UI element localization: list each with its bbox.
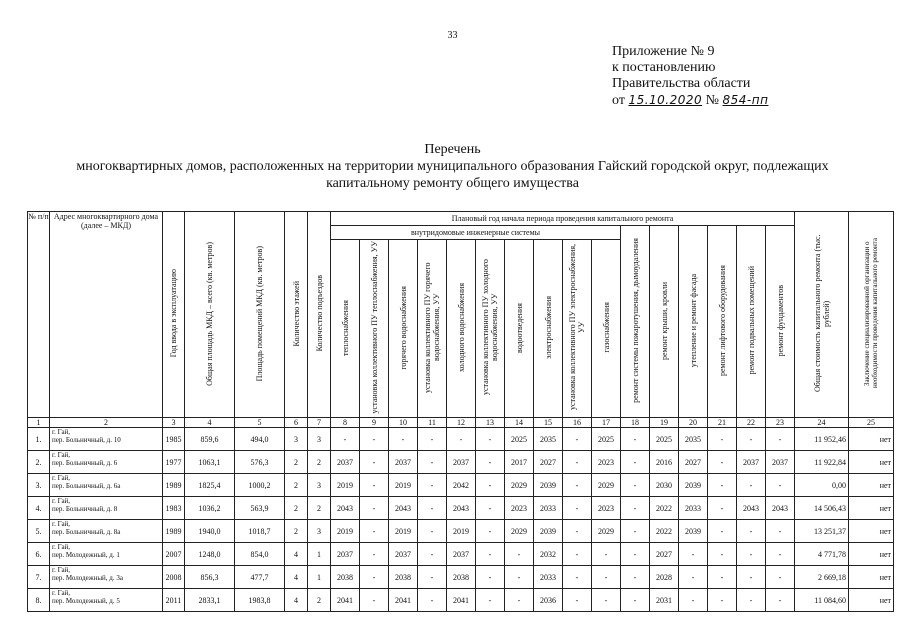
title-line2: многоквартирных домов, расположенных на территории муниципального образования Гайский городской округ, подлежащих	[76, 159, 829, 174]
row-work-year: -	[476, 520, 505, 543]
row-floors: 2	[285, 497, 308, 520]
row-address	[50, 520, 163, 543]
row-work-year: 2023	[592, 451, 621, 474]
header-year-built: Год ввода в эксплуатацию	[163, 212, 185, 418]
table-row	[28, 451, 894, 474]
column-number: 20	[679, 418, 708, 428]
row-work-year: -	[563, 566, 592, 589]
row-work-year: 2022	[650, 520, 679, 543]
row-work-year: -	[679, 543, 708, 566]
row-premises-area: 477,7	[235, 566, 285, 589]
row-cost: 14 506,43	[795, 497, 849, 520]
address-street: пер. Молодежный, д. 1	[52, 551, 120, 559]
row-work-year: -	[708, 566, 737, 589]
row-work-year: 2036	[534, 589, 563, 612]
header-entrances: Количество подъездов	[308, 212, 331, 418]
address-city: г. Гай,	[52, 497, 71, 505]
row-year-built: 1989	[163, 474, 185, 497]
row-number: 5.	[28, 520, 50, 543]
column-number: 21	[708, 418, 737, 428]
row-work-year: -	[563, 474, 592, 497]
header-work-gas: газоснабжения	[592, 240, 621, 418]
column-number: 7	[308, 418, 331, 428]
address-street: пер. Больничный, д. 6	[52, 459, 118, 467]
address-street: пер. Больничный, д. 6а	[52, 482, 121, 490]
table-row	[28, 520, 894, 543]
header-work-basement: ремонт подвальных помещений	[737, 226, 766, 418]
row-work-year: 2033	[534, 497, 563, 520]
address-city: г. Гай,	[52, 543, 71, 551]
row-work-year: -	[737, 566, 766, 589]
row-work-year: 2037	[389, 543, 418, 566]
row-year-built: 1983	[163, 497, 185, 520]
row-work-year: -	[505, 543, 534, 566]
column-number: 10	[389, 418, 418, 428]
row-entrances: 3	[308, 520, 331, 543]
row-work-year: -	[360, 428, 389, 451]
header-work-sewerage: водоотведения	[505, 240, 534, 418]
row-work-year: 2037	[389, 451, 418, 474]
header-work-cold-water: холодного водоснабжения	[447, 240, 476, 418]
row-work-year: 2037	[331, 543, 360, 566]
row-year-built: 2008	[163, 566, 185, 589]
table-row	[28, 566, 894, 589]
row-work-year: -	[563, 428, 592, 451]
column-number: 9	[360, 418, 389, 428]
row-cost: 11 922,84	[795, 451, 849, 474]
row-work-year: 2019	[331, 520, 360, 543]
header-work-cold-water-meter: установка коллективного ПУ холодного водоснабжения, УУ	[476, 240, 505, 418]
column-number: 25	[849, 418, 894, 428]
column-number: 19	[650, 418, 679, 428]
row-work-year: 2023	[592, 497, 621, 520]
header-cost: Общая стоимость капитального ремонта (тыс. рублей)	[795, 212, 849, 418]
row-work-year: 2035	[679, 428, 708, 451]
appendix-line2: к постановлению	[612, 60, 716, 75]
column-number: 24	[795, 418, 849, 428]
row-work-year: -	[766, 543, 795, 566]
row-work-year: 2039	[679, 474, 708, 497]
column-number: 8	[331, 418, 360, 428]
page-number: 33	[447, 30, 458, 41]
row-work-year: 2033	[679, 497, 708, 520]
row-work-year: -	[621, 428, 650, 451]
row-work-year: -	[418, 497, 447, 520]
row-total-area: 2833,1	[185, 589, 235, 612]
row-conclusion: нет	[849, 451, 894, 474]
column-number: 3	[163, 418, 185, 428]
row-floors: 4	[285, 589, 308, 612]
row-work-year: 2038	[447, 566, 476, 589]
header-floors: Количество этажей	[285, 212, 308, 418]
row-premises-area: 494,0	[235, 428, 285, 451]
header-work-fire: ремонт системы пожаротушения, дымоудаления	[621, 226, 650, 418]
row-work-year: 2039	[534, 520, 563, 543]
column-number-row	[28, 418, 894, 428]
decree-number: 854-пп	[722, 93, 769, 107]
address-street: пер. Молодежный, д. 3а	[52, 574, 123, 582]
row-work-year: 2030	[650, 474, 679, 497]
row-number: 8.	[28, 589, 50, 612]
row-work-year: -	[360, 474, 389, 497]
row-premises-area: 854,0	[235, 543, 285, 566]
row-work-year: 2019	[447, 520, 476, 543]
row-work-year: -	[737, 520, 766, 543]
row-total-area: 1036,2	[185, 497, 235, 520]
row-premises-area: 576,3	[235, 451, 285, 474]
date-prefix: от	[612, 93, 625, 108]
row-number: 4.	[28, 497, 50, 520]
row-work-year: -	[766, 474, 795, 497]
row-work-year: -	[360, 497, 389, 520]
row-floors: 3	[285, 428, 308, 451]
column-number: 6	[285, 418, 308, 428]
row-work-year: -	[679, 566, 708, 589]
row-cost: 13 251,37	[795, 520, 849, 543]
row-entrances: 1	[308, 543, 331, 566]
row-work-year: 2032	[534, 543, 563, 566]
row-total-area: 859,6	[185, 428, 235, 451]
row-work-year: -	[476, 474, 505, 497]
row-work-year: -	[708, 543, 737, 566]
row-premises-area: 1018,7	[235, 520, 285, 543]
row-work-year: -	[418, 474, 447, 497]
title-line3: капитальному ремонту общего имущества	[326, 176, 579, 191]
row-work-year: -	[418, 543, 447, 566]
row-cost: 2 669,18	[795, 566, 849, 589]
header-work-heating-meter: установка коллективного ПУ теплоснабжения, УУ	[360, 240, 389, 418]
row-work-year: -	[476, 497, 505, 520]
row-entrances: 3	[308, 428, 331, 451]
row-work-year: 2043	[447, 497, 476, 520]
row-entrances: 2	[308, 497, 331, 520]
row-total-area: 1825,4	[185, 474, 235, 497]
row-work-year: -	[476, 543, 505, 566]
row-work-year: 2029	[505, 520, 534, 543]
row-work-year: -	[563, 543, 592, 566]
number-prefix: №	[705, 93, 720, 108]
row-work-year: -	[621, 451, 650, 474]
column-number: 16	[563, 418, 592, 428]
appendix-line1: Приложение № 9	[612, 44, 715, 59]
column-number: 13	[476, 418, 505, 428]
row-work-year: -	[621, 497, 650, 520]
row-entrances: 2	[308, 451, 331, 474]
row-number: 1.	[28, 428, 50, 451]
row-work-year: 2037	[331, 451, 360, 474]
column-number: 15	[534, 418, 563, 428]
row-work-year: -	[708, 589, 737, 612]
column-number: 22	[737, 418, 766, 428]
row-year-built: 2011	[163, 589, 185, 612]
address-city: г. Гай,	[52, 589, 71, 597]
table-row	[28, 589, 894, 612]
address-city: г. Гай,	[52, 428, 71, 436]
table-row	[28, 474, 894, 497]
row-entrances: 3	[308, 474, 331, 497]
row-work-year: 2029	[592, 520, 621, 543]
row-conclusion: нет	[849, 497, 894, 520]
header-num: № п/п	[28, 212, 50, 418]
row-work-year: -	[418, 520, 447, 543]
row-work-year: 2029	[592, 474, 621, 497]
address-street: пер. Больничный, д. 10	[52, 436, 121, 444]
appendix-line3: Правительства области	[612, 76, 751, 91]
row-work-year: -	[447, 428, 476, 451]
row-work-year: 2037	[766, 451, 795, 474]
header-work-hot-water: горячего водоснабжения	[389, 240, 418, 418]
row-work-year: 2038	[389, 566, 418, 589]
row-floors: 2	[285, 474, 308, 497]
row-work-year: 2027	[679, 451, 708, 474]
row-conclusion: нет	[849, 428, 894, 451]
address-street: пер. Больничный, д. 8а	[52, 528, 121, 536]
row-work-year: 2043	[766, 497, 795, 520]
row-entrances: 2	[308, 589, 331, 612]
header-work-foundation: ремонт фундаментов	[766, 226, 795, 418]
row-total-area: 1248,0	[185, 543, 235, 566]
row-number: 2.	[28, 451, 50, 474]
row-work-year: 2041	[331, 589, 360, 612]
row-work-year: -	[592, 566, 621, 589]
row-work-year: -	[592, 543, 621, 566]
row-total-area: 856,3	[185, 566, 235, 589]
row-work-year: 2019	[389, 520, 418, 543]
row-work-year: -	[737, 589, 766, 612]
title-line1: Перечень	[424, 142, 481, 157]
row-work-year: -	[563, 497, 592, 520]
row-work-year: -	[766, 589, 795, 612]
row-work-year: 2039	[679, 520, 708, 543]
row-work-year: 2041	[447, 589, 476, 612]
row-work-year: -	[621, 589, 650, 612]
row-work-year: -	[476, 589, 505, 612]
row-work-year: 2042	[447, 474, 476, 497]
row-work-year: -	[563, 520, 592, 543]
row-work-year: -	[360, 451, 389, 474]
column-number: 2	[50, 418, 163, 428]
row-premises-area: 1000,2	[235, 474, 285, 497]
row-work-year: -	[708, 474, 737, 497]
row-work-year: 2025	[592, 428, 621, 451]
row-work-year: 2043	[389, 497, 418, 520]
row-work-year: -	[708, 497, 737, 520]
row-total-area: 1940,0	[185, 520, 235, 543]
header-work-roof: ремонт крыши, кровли	[650, 226, 679, 418]
row-work-year: -	[708, 520, 737, 543]
row-work-year: -	[737, 543, 766, 566]
row-cost: 11 952,46	[795, 428, 849, 451]
address-city: г. Гай,	[52, 474, 71, 482]
row-work-year: 2037	[447, 543, 476, 566]
row-year-built: 1985	[163, 428, 185, 451]
row-work-year: -	[563, 589, 592, 612]
row-work-year: -	[563, 451, 592, 474]
address-street: пер. Больничный, д. 8	[52, 505, 118, 513]
header-address: Адрес многоквартирного дома (далее – МКД)	[50, 212, 163, 418]
row-conclusion: нет	[849, 566, 894, 589]
column-number: 23	[766, 418, 795, 428]
row-conclusion: нет	[849, 589, 894, 612]
row-work-year: -	[592, 589, 621, 612]
row-work-year: -	[505, 566, 534, 589]
row-cost: 11 084,60	[795, 589, 849, 612]
row-cost: 0,00	[795, 474, 849, 497]
row-address	[50, 497, 163, 520]
row-work-year: -	[360, 566, 389, 589]
row-work-year: 2039	[534, 474, 563, 497]
document-title	[0, 141, 905, 192]
row-address	[50, 428, 163, 451]
row-work-year: -	[621, 474, 650, 497]
column-number: 18	[621, 418, 650, 428]
row-work-year: 2022	[650, 497, 679, 520]
row-work-year: -	[476, 451, 505, 474]
row-conclusion: нет	[849, 520, 894, 543]
row-conclusion: нет	[849, 474, 894, 497]
row-work-year: -	[331, 428, 360, 451]
row-work-year: -	[418, 428, 447, 451]
row-work-year: 2031	[650, 589, 679, 612]
row-premises-area: 563,9	[235, 497, 285, 520]
row-number: 3.	[28, 474, 50, 497]
row-address	[50, 474, 163, 497]
address-city: г. Гай,	[52, 520, 71, 528]
row-work-year: -	[476, 428, 505, 451]
header-intra-systems: внутридомовые инженерные системы	[331, 226, 621, 240]
row-entrances: 1	[308, 566, 331, 589]
row-work-year: 2027	[534, 451, 563, 474]
houses-table	[27, 211, 894, 612]
row-work-year: -	[621, 566, 650, 589]
row-work-year: 2019	[389, 474, 418, 497]
row-work-year: 2035	[534, 428, 563, 451]
header-planned-year: Плановый год начала периода проведения капитального ремонта	[331, 212, 795, 226]
row-work-year: -	[679, 589, 708, 612]
row-work-year: -	[389, 428, 418, 451]
address-city: г. Гай,	[52, 451, 71, 459]
row-address	[50, 566, 163, 589]
row-work-year: -	[505, 589, 534, 612]
column-number: 17	[592, 418, 621, 428]
header-work-electricity: электроснабжения	[534, 240, 563, 418]
row-work-year: 2016	[650, 451, 679, 474]
row-number: 6.	[28, 543, 50, 566]
row-work-year: -	[766, 566, 795, 589]
row-work-year: -	[418, 451, 447, 474]
header-premises-area: Площадь помещений МКД (кв. метров)	[235, 212, 285, 418]
address-street: пер. Молодежный, д. 5	[52, 597, 120, 605]
row-address	[50, 451, 163, 474]
row-total-area: 1063,1	[185, 451, 235, 474]
row-year-built: 1977	[163, 451, 185, 474]
row-work-year: 2037	[447, 451, 476, 474]
row-address	[50, 543, 163, 566]
column-number: 4	[185, 418, 235, 428]
row-work-year: 2025	[505, 428, 534, 451]
row-work-year: 2033	[534, 566, 563, 589]
header-total-area: Общая площадь МКД – всего (кв. метров)	[185, 212, 235, 418]
column-number: 1	[28, 418, 50, 428]
row-work-year: -	[621, 520, 650, 543]
appendix-date-line	[612, 92, 768, 109]
row-work-year: 2037	[737, 451, 766, 474]
row-work-year: -	[360, 543, 389, 566]
row-floors: 2	[285, 520, 308, 543]
row-work-year: -	[737, 428, 766, 451]
row-work-year: 2041	[389, 589, 418, 612]
header-work-facade: утепление и ремонт фасада	[679, 226, 708, 418]
row-work-year: -	[476, 566, 505, 589]
row-year-built: 1989	[163, 520, 185, 543]
row-work-year: 2043	[331, 497, 360, 520]
column-number: 11	[418, 418, 447, 428]
table-row	[28, 428, 894, 451]
row-work-year: 2023	[505, 497, 534, 520]
row-work-year: 2028	[650, 566, 679, 589]
row-work-year: 2029	[505, 474, 534, 497]
header-work-electricity-meter: установка коллективного ПУ электроснабжения, УУ	[563, 240, 592, 418]
row-work-year: -	[360, 589, 389, 612]
header-conclusion: Заключение специализированной организации о необходимости проведения капитального ремонта	[849, 212, 894, 418]
row-work-year: 2017	[505, 451, 534, 474]
column-number: 12	[447, 418, 476, 428]
row-floors: 4	[285, 566, 308, 589]
row-address	[50, 589, 163, 612]
row-premises-area: 1983,8	[235, 589, 285, 612]
row-cost: 4 771,78	[795, 543, 849, 566]
header-work-heating: теплоснабжения	[331, 240, 360, 418]
appendix-block	[612, 44, 768, 109]
row-work-year: 2038	[331, 566, 360, 589]
header-work-hot-water-meter: установка коллективного ПУ горячего водоснабжения, УУ	[418, 240, 447, 418]
table-row	[28, 497, 894, 520]
row-floors: 4	[285, 543, 308, 566]
row-year-built: 2007	[163, 543, 185, 566]
decree-date: 15.10.2020	[628, 93, 703, 107]
table-body	[28, 418, 894, 612]
row-conclusion: нет	[849, 543, 894, 566]
row-floors: 2	[285, 451, 308, 474]
row-work-year: -	[418, 566, 447, 589]
header-work-elevator: ремонт лифтового оборудования	[708, 226, 737, 418]
row-work-year: -	[766, 520, 795, 543]
address-city: г. Гай,	[52, 566, 71, 574]
column-number: 14	[505, 418, 534, 428]
row-work-year: -	[621, 543, 650, 566]
row-work-year: -	[708, 451, 737, 474]
row-work-year: -	[360, 520, 389, 543]
row-work-year: 2025	[650, 428, 679, 451]
table-row	[28, 543, 894, 566]
row-work-year: 2027	[650, 543, 679, 566]
row-number: 7.	[28, 566, 50, 589]
row-work-year: 2019	[331, 474, 360, 497]
row-work-year: -	[708, 428, 737, 451]
row-work-year: -	[737, 474, 766, 497]
row-work-year: -	[418, 589, 447, 612]
row-work-year: -	[766, 428, 795, 451]
row-work-year: 2043	[737, 497, 766, 520]
column-number: 5	[235, 418, 285, 428]
